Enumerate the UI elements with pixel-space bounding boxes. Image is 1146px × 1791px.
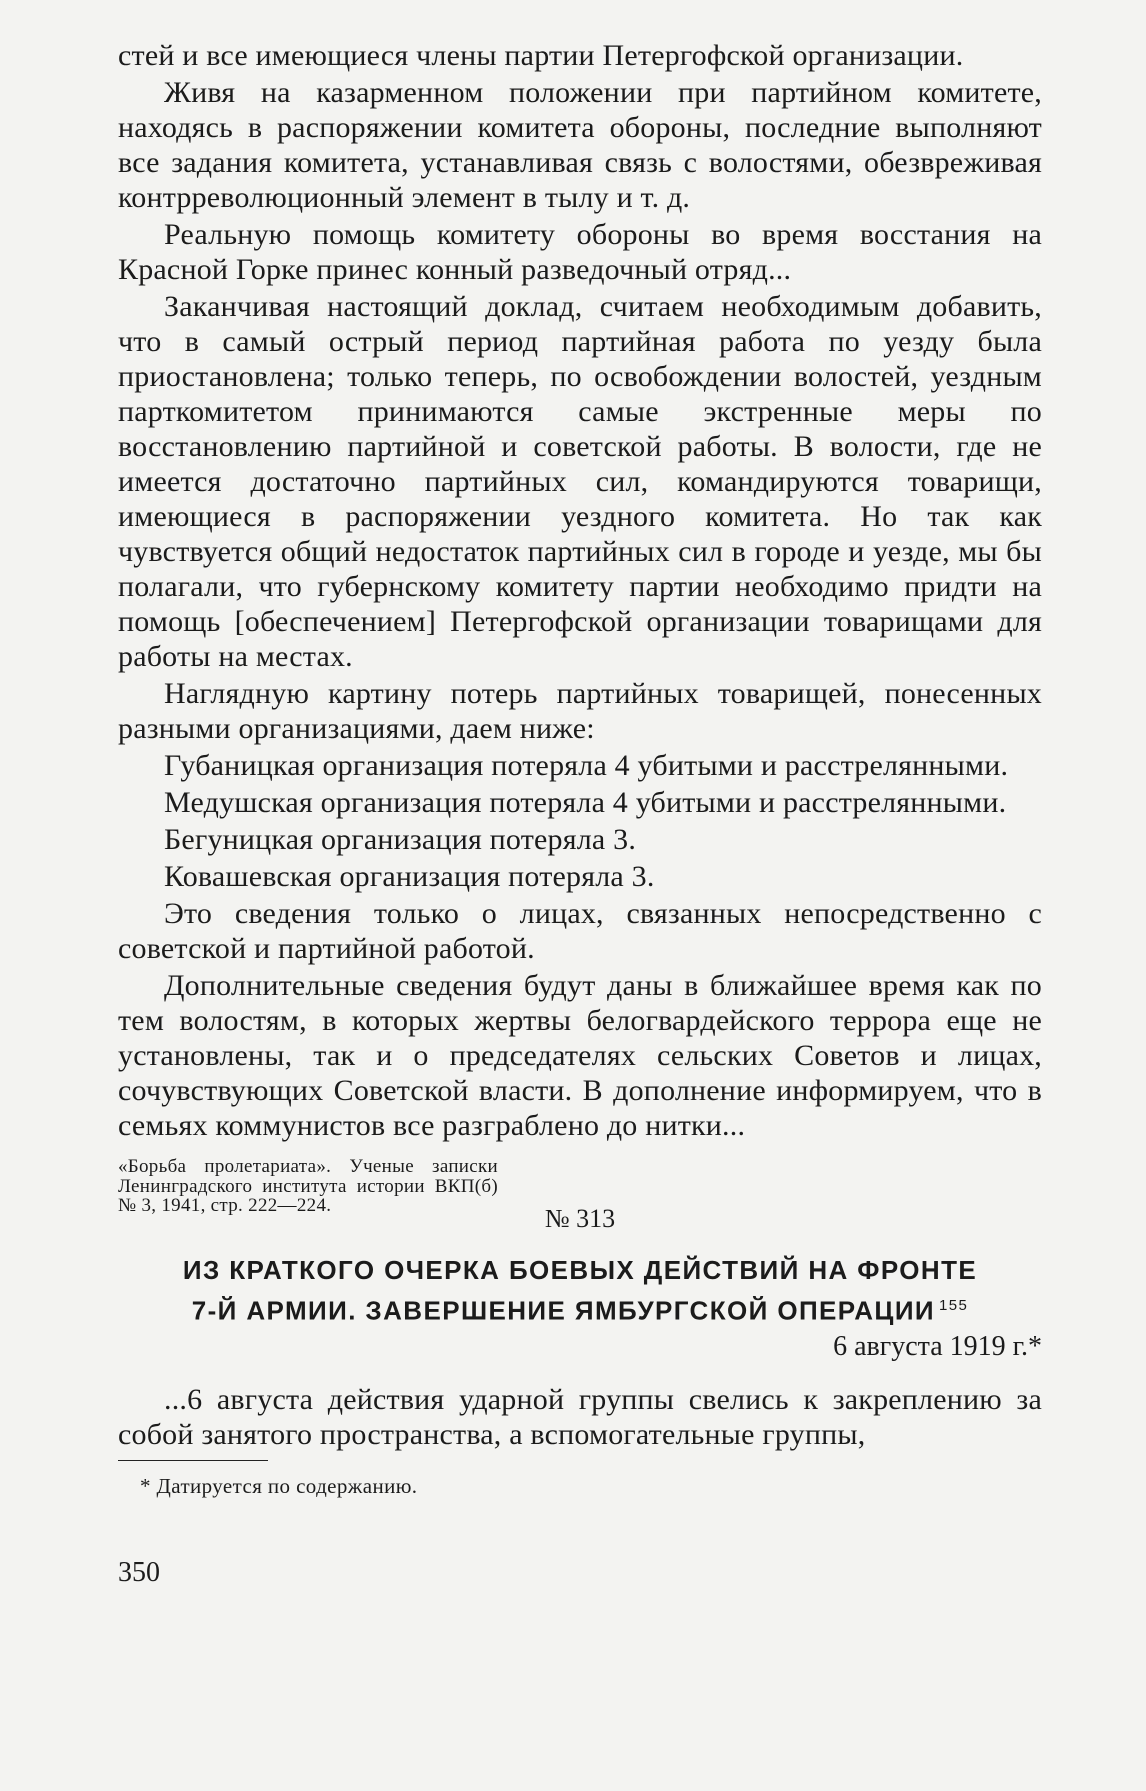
paragraph-barracks: Живя на казарменном положении при партийном комитете, находясь в распоряжении комитета обороны, последние выполняют все задания комитета, устанавливая связь с волостями, обезвреживая контрреволюционный элемент в тылу и т. д. xyxy=(118,76,1042,214)
document-title xyxy=(118,1252,1042,1329)
footnote-divider xyxy=(118,1460,268,1461)
endnote-reference: 155 xyxy=(939,1296,969,1314)
paragraph-losses-intro: Наглядную картину потерь партийных товарищей, понесенных разными организациями, даем ниже: xyxy=(118,677,1042,745)
document-date: 6 августа 1919 г.* xyxy=(833,1331,1042,1363)
document-title-line-1: ИЗ КРАТКОГО ОЧЕРКА БОЕВЫХ ДЕЙСТВИЙ НА ФРОНТЕ xyxy=(182,1254,978,1285)
loss-item-kovashi: Ковашевская организация потеряла 3. xyxy=(164,860,655,893)
document-title-line-2 xyxy=(118,1288,1042,1329)
paragraph-additional-info: Дополнительные сведения будут даны в ближайшее время как по тем волостям, в которых жертвы белогвардейского террора еще не установлены, так и о председателях сельских Советов и лицах, сочувствующих Советской власти. В дополнение информируем, что в семьях коммунистов все разграблено до нитки... xyxy=(118,969,1042,1142)
paragraph-conclusion: Заканчивая настоящий доклад, считаем необходимым добавить, что в самый острый период партийная работа по уезду была приостановлена; только теперь, по освобождении волостей, уездным парткомитетом принимаются самые экстренные меры по восстановлению партийной и советской работы. В волости, где не имеется достаточно партийных сил, командируются товарищи, имеющиеся в распоряжении уездного комитета. Но так как чувствуется общий недостаток партийных сил в городе и уезде, мы бы полагали, что губернскому комитету партии необходимо придти на помощь [обеспечением] Петергофской организации товарищами для работы на местах. xyxy=(118,290,1042,673)
loss-item-medushi: Медушская организация потеряла 4 убитыми и расстрелянными. xyxy=(164,786,1007,819)
paragraph-scope-note: Это сведения только о лицах, связанных непосредственно с советской и партийной работой. xyxy=(118,897,1042,965)
paragraph-cavalry: Реальную помощь комитету обороны во время восстания на Красной Горке принес конный разведочный отряд... xyxy=(118,218,1042,286)
document-number: № 313 xyxy=(544,1203,616,1233)
footnote: * Датируется по содержанию. xyxy=(140,1474,418,1499)
loss-item-begunitsy: Бегуницкая организация потеряла 3. xyxy=(164,823,637,856)
paragraph-continuation: стей и все имеющиеся члены партии Петергофской организации. xyxy=(118,39,964,72)
book-page xyxy=(118,38,1042,1589)
page-number: 350 xyxy=(118,1557,160,1589)
loss-item-gubanitsy: Губаницкая организация потеряла 4 убитыми и расстрелянными. xyxy=(164,749,1009,782)
document-title-line-2-text: 7-Й АРМИИ. ЗАВЕРШЕНИЕ ЯМБУРГСКОЙ ОПЕРАЦИИ xyxy=(191,1295,935,1326)
document-opening-paragraph: ...6 августа действия ударной группы свелись к закреплению за собой занятого пространства, а вспомогательные группы, xyxy=(118,1383,1042,1452)
source-citation: «Борьба пролетариата». Ученые записки Ленинградского института истории ВКП(б) № 3, 1941, стр. 222—224. xyxy=(118,1156,498,1216)
